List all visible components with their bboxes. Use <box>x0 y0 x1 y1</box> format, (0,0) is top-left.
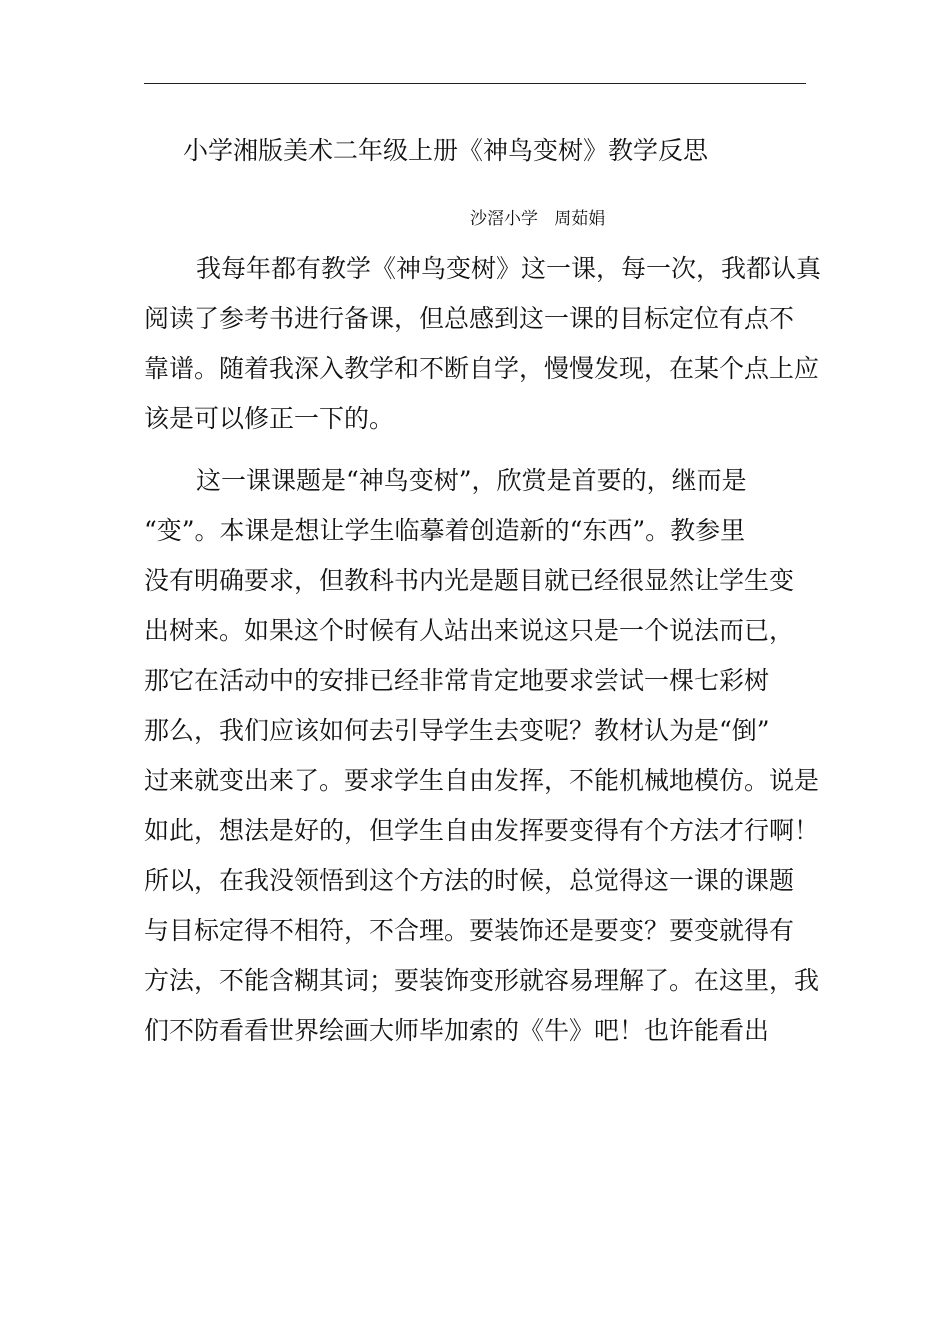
paragraph-line: 出树来。如果这个时候有人站出来说这只是一个说法而已， <box>144 616 795 645</box>
paragraph-line: “变”。本课是想让学生临摹着创造新的“东西”。教参里 <box>144 516 746 545</box>
paragraph-line: 方法，不能含糊其词；要装饰变形就容易理解了。在这里，我 <box>144 966 820 995</box>
paragraph-2 <box>144 456 844 1056</box>
header-rule <box>144 83 806 84</box>
author-line: 沙滘小学 周茹娟 <box>470 209 606 229</box>
paragraph-line: 这一课课题是“神鸟变树”，欣赏是首要的，继而是 <box>196 466 747 495</box>
paragraph-line: 那它在活动中的安排已经非常肯定地要求尝试一棵七彩树 <box>144 666 770 695</box>
paragraph-line: 所以，在我没领悟到这个方法的时候，总觉得这一课的课题 <box>144 866 795 895</box>
document-title: 小学湘版美术二年级上册《神鸟变树》教学反思 <box>183 136 709 165</box>
paragraph-line: 靠谱。随着我深入教学和不断自学，慢慢发现，在某个点上应 <box>144 354 820 383</box>
paragraph-line: 阅读了参考书进行备课，但总感到这一课的目标定位有点不 <box>144 304 795 333</box>
paragraph-line: 与目标定得不相符，不合理。要装饰还是要变？要变就得有 <box>144 916 795 945</box>
paragraph-line: 那么，我们应该如何去引导学生去变呢？教材认为是“倒” <box>144 716 770 745</box>
paragraph-line: 没有明确要求，但教科书内光是题目就已经很显然让学生变 <box>144 566 795 595</box>
paragraph-1 <box>144 244 844 444</box>
paragraph-line: 们不防看看世界绘画大师毕加索的《牛》吧！也许能看出 <box>144 1016 770 1045</box>
paragraph-line: 如此，想法是好的，但学生自由发挥要变得有个方法才行啊！ <box>144 816 820 845</box>
paragraph-line: 该是可以修正一下的。 <box>144 404 395 433</box>
paragraph-line: 过来就变出来了。要求学生自由发挥，不能机械地模仿。说是 <box>144 766 820 795</box>
paragraph-line: 我每年都有教学《神鸟变树》这一课，每一次，我都认真 <box>196 254 822 283</box>
